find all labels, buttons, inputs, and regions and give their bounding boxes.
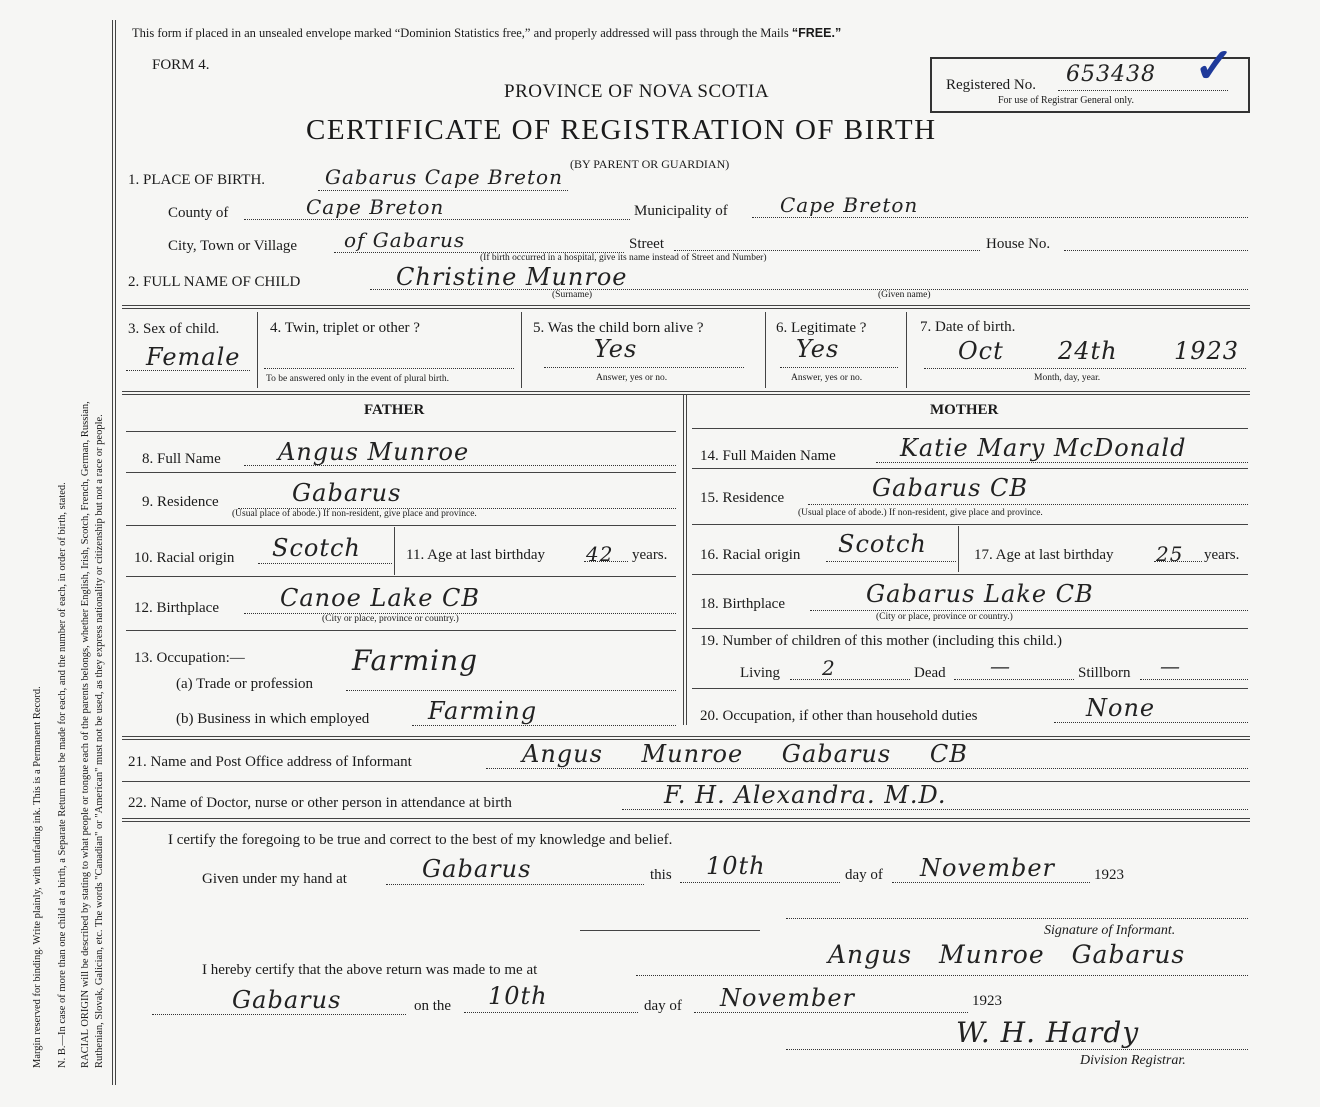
divider-3-4 (257, 312, 258, 388)
father-residence-label: 9. Residence (142, 494, 219, 510)
this-label: this (650, 867, 672, 883)
mother-rule-2 (692, 468, 1248, 469)
doctor-value: F. H. Alexandra. M.D. (664, 781, 947, 809)
father-heading: FATHER (364, 402, 425, 418)
return-day-line (464, 1012, 638, 1013)
this-day: 10th (706, 852, 766, 880)
return-month-line (694, 1012, 968, 1013)
this-day-line (680, 882, 840, 883)
mother-residence-note: (Usual place of abode.) If non-resident, give place and province. (798, 508, 1043, 518)
mother-birthplace-line (810, 610, 1248, 611)
divider-6-7 (906, 312, 907, 388)
dob-line (924, 368, 1246, 369)
surname-note: (Surname) (552, 290, 593, 300)
dob-note: Month, day, year. (1034, 373, 1101, 383)
father-rule-2 (126, 472, 676, 473)
doctor-label: 22. Name of Doctor, nurse or other person in attendance at birth (128, 795, 512, 811)
father-name-label: 8. Full Name (142, 451, 221, 467)
county-label: County of (168, 205, 229, 221)
given-month: November (920, 854, 1056, 882)
dob-year: 1923 (1174, 337, 1240, 365)
mother-age-unit: years. (1204, 547, 1240, 563)
father-race-value: Scotch (272, 534, 361, 562)
father-age-line (584, 561, 628, 562)
given-label: Given under my hand at (202, 871, 347, 887)
sex-line (126, 370, 250, 371)
check-mark-icon: ✓ (1194, 40, 1235, 93)
certificate-title: CERTIFICATE OF REGISTRATION OF BIRTH (306, 114, 937, 146)
father-age-value: 42 (586, 542, 614, 566)
father-residence-note: (Usual place of abode.) If non-resident, give place and province. (232, 509, 477, 519)
father-name-line (244, 465, 676, 466)
given-name-note: (Given name) (878, 290, 931, 300)
province-heading: PROVINCE OF NOVA SCOTIA (504, 81, 770, 102)
mother-name-label: 14. Full Maiden Name (700, 448, 836, 464)
informant-signature-label: Signature of Informant. (1044, 923, 1176, 938)
twin-note: To be answered only in the event of plural birth. (266, 374, 449, 384)
mother-age-label: 17. Age at last birthday (974, 547, 1114, 563)
margin-note-multiple-births: N. B.—In case of more than one child at a birth, a Separate Return must be made for each, and the number of each, in order of birth, stated. (57, 482, 68, 1068)
father-race-label: 10. Racial origin (134, 550, 235, 566)
signature-separator (580, 930, 760, 931)
registrar-line (786, 1049, 1248, 1050)
registrar-label: Division Registrar. (1080, 1053, 1186, 1068)
father-birthplace-note: (City or place, province or country.) (322, 614, 459, 624)
father-birthplace-line (244, 613, 676, 614)
hereby-statement: I hereby certify that the above return was made to me at (202, 962, 538, 978)
registrar-note: For use of Registrar General only. (998, 95, 1134, 106)
child-name-value: Christine Munroe (396, 263, 628, 291)
mother-rule-5 (692, 628, 1248, 629)
section-rule-certification (122, 818, 1250, 822)
stillborn-value: — (1160, 654, 1181, 678)
given-place-line (386, 884, 644, 885)
mother-name-value: Katie Mary McDonald (900, 434, 1187, 462)
mother-name-line (876, 462, 1248, 463)
registered-number: 653438 (1066, 62, 1156, 87)
father-name-value: Angus Munroe (278, 438, 470, 466)
county-value: Cape Breton (306, 195, 445, 219)
trade-label: (a) Trade or profession (176, 676, 314, 692)
twin-line (264, 368, 514, 369)
county-line (244, 219, 630, 220)
day-of-label: day of (845, 867, 883, 883)
father-rule-4 (126, 576, 676, 577)
alive-label: 5. Was the child born alive ? (533, 320, 704, 336)
city-value: of Gabarus (344, 228, 466, 252)
place-of-birth-label: 1. PLACE OF BIRTH. (128, 172, 266, 188)
given-year: 1923 (1094, 867, 1124, 883)
legitimate-note: Answer, yes or no. (791, 373, 863, 383)
mother-rule-4 (692, 574, 1248, 575)
sex-value: Female (146, 343, 241, 371)
father-residence-value: Gabarus (292, 479, 402, 507)
mother-residence-label: 15. Residence (700, 490, 785, 506)
house-line (1064, 250, 1248, 251)
mother-heading: MOTHER (930, 402, 999, 418)
dob-month: Oct (958, 337, 1004, 365)
father-age-unit: years. (632, 547, 668, 563)
father-rule-3 (126, 525, 676, 526)
section-rule-top (122, 305, 1250, 309)
margin-border (112, 20, 116, 1085)
municipality-line (752, 217, 1248, 218)
mother-age-value: 25 (1156, 542, 1184, 566)
registrar-signature: W. H. Hardy (956, 1016, 1140, 1049)
informant-value: Angus Munroe Gabarus CB (522, 740, 968, 768)
mother-birthplace-value: Gabarus Lake CB (866, 580, 1094, 608)
registered-label: Registered No. (946, 77, 1036, 93)
living-label: Living (740, 665, 780, 681)
place-line (318, 190, 568, 191)
mother-rule-6 (692, 688, 1248, 689)
certify-statement: I certify the foregoing to be true and correct to the best of my knowledge and belief. (168, 832, 673, 848)
form-number: FORM 4. (152, 57, 210, 73)
father-rule-5 (126, 630, 676, 631)
hereby-signature: Angus Munroe Gabarus (828, 940, 1186, 969)
alive-value: Yes (594, 335, 638, 363)
given-month-line (892, 882, 1090, 883)
margin-note-binding: Margin reserved for binding. Write plainly, with unfading ink. This is a Permanent Record. (32, 686, 43, 1068)
father-age-label: 11. Age at last birthday (406, 547, 545, 563)
business-line (412, 725, 676, 726)
mother-age-line (1154, 561, 1202, 562)
child-name-line (370, 289, 1248, 290)
municipality-value: Cape Breton (780, 193, 919, 217)
mother-rule-3 (692, 524, 1248, 525)
informant-signature-line (786, 918, 1248, 919)
legitimate-line (780, 367, 898, 368)
municipality-label: Municipality of (634, 203, 728, 219)
divider-5-6 (765, 312, 766, 388)
mother-race-label: 16. Racial origin (700, 547, 801, 563)
mother-race-age-divider (958, 526, 959, 572)
divider-4-5 (521, 312, 522, 388)
mother-residence-value: Gabarus CB (872, 474, 1029, 502)
father-birthplace-value: Canoe Lake CB (280, 584, 481, 612)
place-of-birth-value: Gabarus Cape Breton (325, 165, 563, 189)
return-place-line (152, 1014, 406, 1015)
business-label: (b) Business in which employed (176, 711, 370, 727)
alive-note: Answer, yes or no. (596, 373, 668, 383)
mother-birthplace-label: 18. Birthplace (700, 596, 785, 612)
mother-rule-1 (692, 428, 1248, 429)
street-line (674, 250, 980, 251)
return-day: 10th (488, 982, 548, 1010)
father-rule-1 (126, 431, 676, 432)
dead-label: Dead (914, 665, 946, 681)
parents-divider (683, 395, 687, 725)
father-birthplace-label: 12. Birthplace (134, 600, 219, 616)
return-place: Gabarus (232, 986, 342, 1014)
day-of-label-2: day of (644, 998, 682, 1014)
mail-notice-text: This form if placed in an unsealed envelope marked “Dominion Statistics free,” and properly addressed will pass through the Mails (132, 26, 789, 40)
mother-race-line (826, 561, 956, 562)
mother-occupation-value: None (1086, 694, 1156, 722)
return-year: 1923 (972, 993, 1002, 1009)
trade-line (346, 690, 676, 691)
alive-line (544, 367, 744, 368)
father-race-line (258, 563, 392, 564)
mail-notice (132, 26, 841, 41)
dob-label: 7. Date of birth. (920, 319, 1016, 335)
return-month: November (720, 984, 856, 1012)
business-value: Farming (428, 697, 538, 725)
father-race-age-divider (394, 527, 395, 575)
doctor-line (622, 809, 1248, 810)
dob-day: 24th (1058, 337, 1118, 365)
legitimate-label: 6. Legitimate ? (776, 320, 867, 336)
hereby-line (636, 975, 1248, 976)
mother-race-value: Scotch (838, 530, 927, 558)
sex-label: 3. Sex of child. (128, 321, 220, 337)
margin-note-nationality: Ruthenian, Slovak, Galician, etc. The words "Canadian" or "American" must not be used, as they express nationality or citizenship but not a race or people. (94, 414, 105, 1068)
child-name-label: 2. FULL NAME OF CHILD (128, 274, 301, 290)
father-occupation-label: 13. Occupation:— (134, 650, 245, 666)
mail-notice-free: “FREE.” (791, 26, 842, 40)
margin-note-racial-origin: RACIAL ORIGIN will be described by stating to what people or tongue each of the parents belongs, whether English, Irish, Scotch, French, German, Russian, (80, 401, 91, 1068)
mother-birthplace-note: (City or place, province or country.) (876, 612, 1013, 622)
informant-line (486, 768, 1248, 769)
children-count-label: 19. Number of children of this mother (including this child.) (700, 633, 1063, 649)
mother-occupation-line (1054, 722, 1248, 723)
given-place: Gabarus (422, 855, 532, 883)
on-the-label: on the (414, 998, 452, 1014)
living-value: 2 (822, 656, 836, 680)
trade-value: Farming (352, 644, 479, 677)
living-line (790, 679, 910, 680)
mother-residence-line (808, 504, 1248, 505)
informant-label: 21. Name and Post Office address of Informant (128, 754, 412, 770)
hospital-note: (If birth occurred in a hospital, give its name instead of Street and Number) (480, 253, 767, 263)
dead-line (954, 679, 1074, 680)
mother-occupation-label: 20. Occupation, if other than household duties (700, 708, 978, 724)
twin-label: 4. Twin, triplet or other ? (270, 320, 420, 336)
stillborn-line (1140, 679, 1248, 680)
street-label: Street (629, 236, 664, 252)
house-label: House No. (986, 236, 1051, 252)
city-label: City, Town or Village (168, 238, 298, 254)
dead-value: — (990, 654, 1011, 678)
stillborn-label: Stillborn (1078, 665, 1131, 681)
legitimate-value: Yes (796, 335, 840, 363)
certificate-subtitle: (BY PARENT OR GUARDIAN) (570, 157, 730, 171)
